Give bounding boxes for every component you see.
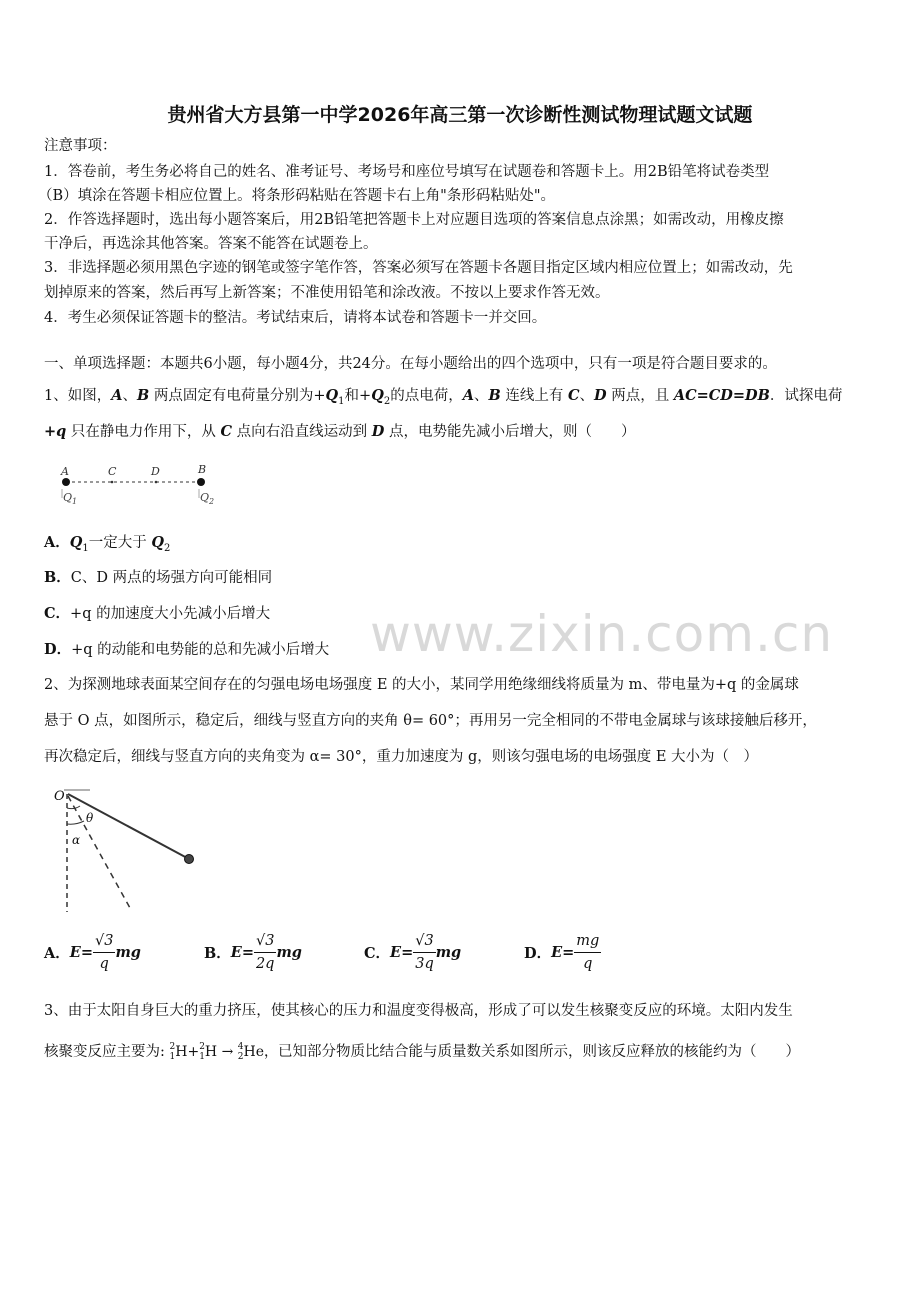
point-c <box>111 481 114 484</box>
fusion-reaction: 2 1 H+ 2 1 H → 4 2 He， <box>169 1042 279 1062</box>
notice-line: 2．作答选择题时，选出每小题答案后，用2B铅笔把答题卡上对应题目选项的答案信息点涂黑；如需改动，用橡皮擦 <box>44 212 784 228</box>
label-q2: $Q_2$ <box>200 491 215 506</box>
label-o: O <box>54 789 65 804</box>
pendulum-figure <box>50 784 210 916</box>
question-2-line-2: 悬于 O 点，如图所示，稳定后，细线与竖直方向的夹角 θ= 60°；再用另一完全相同的不带电金属球与该球接触后移开， <box>44 713 817 729</box>
question-1-line-2: +q 只在静电力作用下，从 C 点向右沿直线运动到 D 点，电势能先减小后增大，则（ ） <box>44 423 636 440</box>
alpha-arc <box>67 821 84 824</box>
question-3-line-1: 3、由于太阳自身巨大的重力挤压，使其核心的压力和温度变得极高，形成了可以发生核聚变反应的环境。太阳内发生 <box>44 1003 793 1019</box>
label-alpha: α <box>72 833 81 847</box>
label-b: B <box>198 463 207 476</box>
string-line <box>68 794 189 859</box>
q2-option-a: A．E= $\frac{√3}{q}$ mg <box>44 930 141 975</box>
q1-option-a: A．$Q_1$一定大于 $Q_2$ <box>44 534 171 554</box>
section-heading: 一、单项选择题：本题共6小题，每小题4分，共24分。在每小题给出的四个选项中，只有一项是符合题目要求的。 <box>44 356 777 372</box>
q1-option-c: C．+q 的加速度大小先减小后增大 <box>44 605 271 622</box>
watermark: www.zixin.com.cn <box>370 605 834 663</box>
notice-heading: 注意事项： <box>44 138 117 154</box>
dashed-string <box>68 796 130 908</box>
notice-line: 4．考生必须保证答题卡的整洁。考试结束后，请将本试卷和答题卡一并交回。 <box>44 310 547 326</box>
notice-line: 划掉原来的答案，然后再写上新答案；不准使用铅笔和涂改液。不按以上要求作答无效。 <box>44 285 610 301</box>
label-a: A <box>61 465 69 478</box>
q2-option-c: C．E= $\frac{√3}{3q}$ mg <box>364 930 461 975</box>
question-2-line-3: 再次稳定后，细线与竖直方向的夹角变为 α= 30°，重力加速度为 g，则该匀强电场的电场强度 E 大小为（ ） <box>44 749 759 765</box>
page-title: 贵州省大方县第一中学2026年高三第一次诊断性测试物理试题文试题 <box>167 104 753 126</box>
q1-option-d: D．+q 的动能和电势能的总和先减小后增大 <box>44 641 330 658</box>
label-q1: $Q_1$ <box>63 491 78 506</box>
q2-option-d: D．E= $\frac{mg}{q}$ <box>524 930 601 975</box>
notice-line: 1．答卷前，考生务必将自己的姓名、准考证号、考场号和座位号填写在试题卷和答题卡上。用2B铅笔将试卷类型 <box>44 164 770 180</box>
q1-option-b: B．C、D 两点的场强方向可能相同 <box>44 569 273 586</box>
charge-line-figure <box>52 462 232 510</box>
question-2-line-1: 2、为探测地球表面某空间存在的匀强电场电场强度 E 的大小，某同学用绝缘细线将质量为 m、带电量为+q 的金属球 <box>44 677 799 693</box>
charge-a <box>62 478 70 486</box>
notice-line: 干净后，再选涂其他答案。答案不能答在试题卷上。 <box>44 236 378 252</box>
charge-b <box>197 478 205 486</box>
metal-ball <box>185 855 194 864</box>
point-d <box>155 481 158 484</box>
label-c: C <box>108 465 117 478</box>
label-theta: θ <box>86 811 94 825</box>
question-3-line-2: 核聚变反应主要为: 2 1 H+ 2 1 H → 4 2 He，已知部分物质比结合能与质量数关系如图所示，则该反应释放的核能约为（ ） <box>44 1042 801 1062</box>
q2-option-b: B．E= $\frac{√3}{2q}$ mg <box>204 930 302 975</box>
notice-line: 3．非选择题必须用黑色字迹的钢笔或签字笔作答，答案必须写在答题卡各题目指定区域内相应位置上；如需改动，先 <box>44 260 793 276</box>
notice-line: （B）填涂在答题卡相应位置上。将条形码粘贴在答题卡右上角"条形码粘贴处"。 <box>38 188 555 204</box>
label-d: D <box>151 465 160 478</box>
question-1-line-1: 1、如图，A、B 两点固定有电荷量分别为$+Q_1$和$+Q_2$的点电荷，A、B 连线上有 C、D 两点，且 AC=CD=DB．试探电荷 <box>44 387 843 407</box>
